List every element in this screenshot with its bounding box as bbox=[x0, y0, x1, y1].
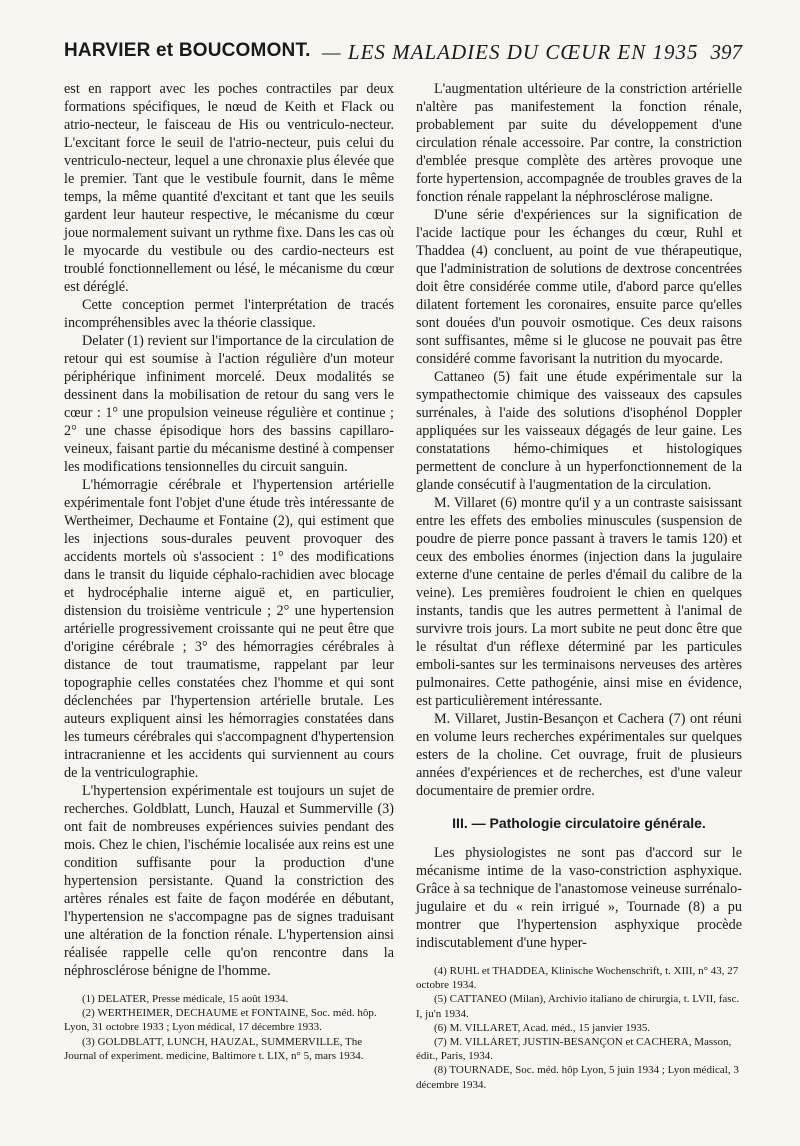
footnote: (1) DELATER, Presse médicale, 15 août 1934. bbox=[82, 993, 289, 1005]
running-header bbox=[64, 40, 742, 70]
header-title: — LES MALADIES DU CŒUR EN 1935 bbox=[322, 40, 699, 64]
footnote: (3) GOLDBLATT, LUNCH, HAUZAL, SUMMERVILLE, The Journal of experiment. medicine, Baltimore t. LIX, n° 5, mars 1934. bbox=[64, 1035, 364, 1062]
right-column bbox=[416, 80, 742, 1092]
paragraph: L'augmentation ultérieure de la constriction artérielle n'altère pas manifestement la fonction rénale, probablement par suite du développement d'une circulation rénale accessoire. Par contre, la constriction d'emblée presque complète des artères provoque une forte hypertension, accompagnée de troubles graves de la fonction rénale rappelant la néphrosclérose maligne. bbox=[416, 81, 742, 205]
paragraph: Cette conception permet l'interprétation de tracés incompréhensibles avec la théorie classique. bbox=[64, 297, 394, 331]
footnote: (6) M. VILLARET, Acad. méd., 15 janvier 1935. bbox=[434, 1021, 651, 1034]
section-heading: III. — Pathologie circulatoire générale. bbox=[452, 815, 706, 831]
paragraph: Les physiologistes ne sont pas d'accord sur le mécanisme intime de la vaso-constriction asphyxique. Grâce à sa technique de l'anastomose veineuse surrénalo-jugulaire et du « rein irrigué », Tournade (8) a pu montrer que l'hypertension asphyxique procède indiscutablement d'une hyper- bbox=[416, 845, 742, 951]
paragraph: M. Villaret (6) montre qu'il y a un contraste saisissant entre les effets des embolies minuscules (suspension de poudre de pierre ponce passant à travers le tamis 120) et ceux des embolies énormes (injection dans la jugulaire externe d'une centaine de perles d'émail du calibre de la veine). Les premières foudroient le chien en quelques instants, tandis que les autres permettent à l'animal de survivre trois jours. La mort subite ne peut donc être que le résultat d'un réflexe déterminé par les particules emboli-santes sur les terminaisons nerveuses des artères pulmonaires. Cette pathogénie, ainsi mise en évidence, est particulièrement intéressante. bbox=[416, 495, 742, 709]
footnotes bbox=[64, 992, 394, 1063]
paragraph: L'hémorragie cérébrale et l'hypertension artérielle expérimentale font l'objet d'une étude très intéressante de Wertheimer, Dechaume et Fontaine (2), qui estiment que les injections sous-durales peuvent provoquer des accidents mortels où s'associent : 1° des modifications dans le transit du liquide céphalo-rachidien avec blocage et hydrocéphalie interne aiguë et, en particulier, distension du troisième ventricule ; 2° une hypertension artérielle progressivement croissante qui ne peut être que d'origine cérébrale ; 3° des hémorragies cérébrales à distance de tout traumatisme, rappelant par leur topographie celles constatées chez l'homme et qui sont déclenchées par l'hypertension artérielle brutale. Les auteurs expliquent ainsi les hémorragies constatées dans les tumeurs cérébrales qui s'accompagnent d'hypertension intracranienne et les accidents qui surviennent au cours de la ventriculographie. bbox=[64, 477, 394, 781]
header-authors: HARVIER et BOUCOMONT. bbox=[64, 40, 311, 61]
footnote: (5) CATTANEO (Milan), Archivio italiano de chirurgia, t. LVII, fasc. I, ju'n 1934. bbox=[416, 993, 740, 1020]
paragraph: Delater (1) revient sur l'importance de la circulation de retour qui est soumise à l'action régulière d'un moteur périphérique infiniment morcelé. Deux modalités se dessinent dans la mobilisation de retour du sang vers le cœur : 1° une propulsion veineuse régulière et continue ; 2° une chasse épisodique hors des bassins capillaro-veineux, faisant partie du mécanisme destiné à compenser les modifications tensionnelles du circuit sanguin. bbox=[64, 333, 394, 475]
footnote: (7) M. VILLARET, JUSTIN-BESANÇON et CACHERA, Masson, édit., Paris, 1934. bbox=[416, 1036, 732, 1063]
paragraph: M. Villaret, Justin-Besançon et Cachera (7) ont réuni en volume leurs recherches expérimentales sur quelques esters de la choline. Cet ouvrage, fruit de plusieurs années d'expériences et de recherches, est d'une valeur documentaire de premier ordre. bbox=[416, 711, 742, 799]
left-column bbox=[64, 80, 394, 1063]
paragraph: L'hypertension expérimentale est toujours un sujet de recherches. Goldblatt, Lunch, Hauzal et Summerville (3) ont fait de nombreuses expériences suivies pendant des mois. Chez le chien, l'ischémie localisée aux reins est une condition suffisante pour la production d'une hypertension persistante. Quand la constriction des artères rénales est faite de façon modérée en débutant, l'hypertension ne s'accompagne pas de signes traduisant une altération de la fonction rénale. L'hypertension ainsi réalisée rappelle celle qu'on rencontre dans la néphrosclérose bénigne de l'homme. bbox=[64, 783, 394, 979]
paragraph: D'une série d'expériences sur la signification de l'acide lactique pour les échanges du cœur, Ruhl et Thaddea (4) concluent, au point de vue thérapeutique, que l'administration de solutions de dextrose concentrées doit être considérée comme utile, d'abord parce qu'elles dilatent fortement les coronaires, ensuite parce qu'elles sont douées d'un pouvoir osmotique. Ces deux raisons sont suffisantes, même si le glucose ne pouvait pas être considéré comme favorisant la nutrition du myocarde. bbox=[416, 207, 742, 367]
footnote: (4) RUHL et THADDEA, Klinische Wochenschrift, t. XIII, n° 43, 27 octobre 1934. bbox=[416, 965, 739, 992]
paragraph: Cattaneo (5) fait une étude expérimentale sur la sympathectomie chimique des vaisseaux des capsules surrénales, à l'aide des solutions d'isophénol Doppler appliquées sur les vaisseaux dégagés de leur gaine. Les constatations hémo-chimiques et histologiques permettent de conclure à un hyperfonctionnement de la glande consécutif à l'augmentation de la circulation. bbox=[416, 369, 742, 493]
footnotes bbox=[416, 964, 742, 1092]
footnote: (8) TOURNADE, Soc. méd. hôp Lyon, 5 juin 1934 ; Lyon médical, 3 décembre 1934. bbox=[416, 1064, 739, 1091]
page-number: 397 bbox=[710, 40, 742, 64]
footnote: (2) WERTHEIMER, DECHAUME et FONTAINE, Soc. méd. hôp. Lyon, 31 octobre 1933 ; Lyon médical, 17 décembre 1933. bbox=[64, 1007, 377, 1034]
paragraph: est en rapport avec les poches contractiles par deux formations spécifiques, le nœud de Keith et Flack ou atrio-necteur, le faisceau de His ou ventriculo-necteur. L'excitant force le seuil de l'atrio-necteur, puis celui du ventriculo-necteur, lequel a une chronaxie plus élevée que le premier. Tant que le vestibule fournit, dans le même temps, la même quantité d'excitant et tant que les seuils gardent leur hauteur respective, le mécanisme du cœur joue normalement suivant un rythme fixe. Dans les cas où le myocarde du vestibule ou des cardio-necteurs est troublé fonctionnellement ou lésé, le mécanisme du cœur est déréglé. bbox=[64, 81, 394, 295]
